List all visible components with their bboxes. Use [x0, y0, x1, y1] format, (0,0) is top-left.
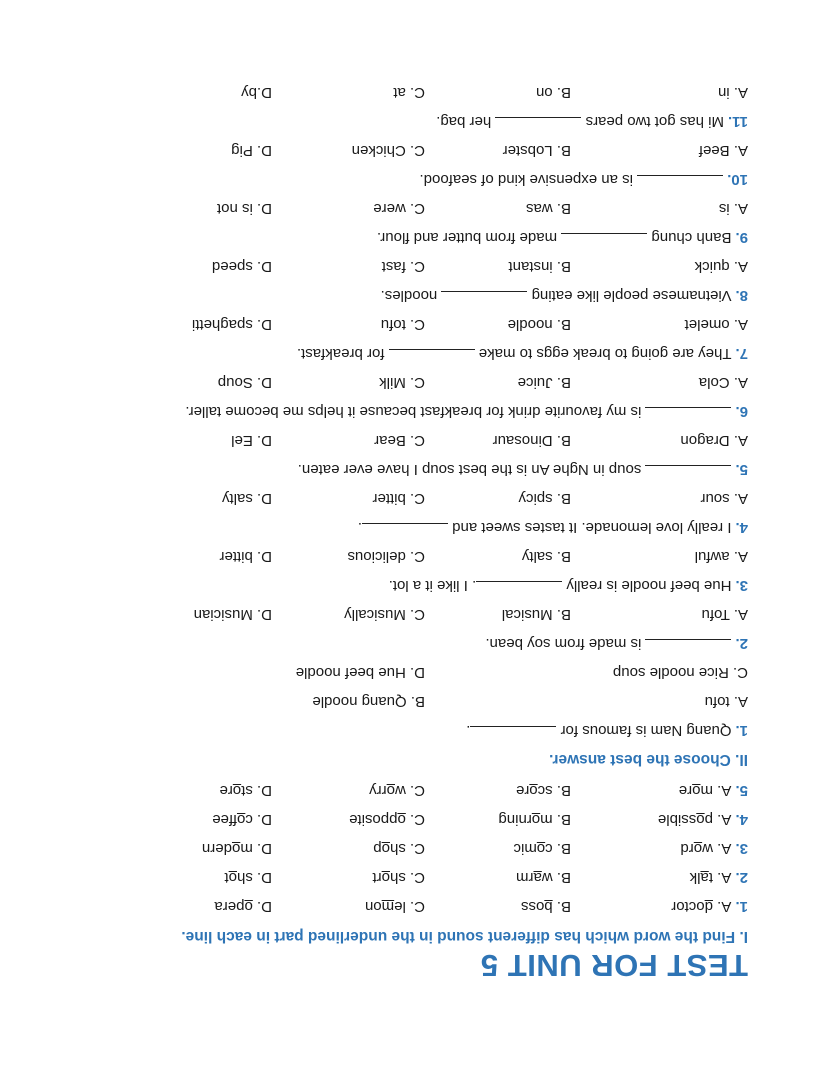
question-number: 7. — [735, 345, 748, 362]
option: D.by — [241, 84, 272, 101]
option-text: D. st — [241, 782, 272, 799]
option-text: D. — [252, 898, 272, 915]
section-2-heading: II. Choose the best answer. — [549, 751, 748, 768]
question-text: Banh chung — [647, 229, 732, 246]
options-row — [0, 545, 825, 565]
answer-blank — [561, 233, 647, 246]
underlined-part: o — [381, 840, 390, 857]
option: A. in — [717, 84, 748, 101]
question-stem — [298, 461, 748, 478]
pronunciation-row — [0, 895, 825, 915]
option-text: rning — [498, 811, 532, 828]
pronunciation-row — [0, 808, 825, 828]
underlined-part: o — [531, 811, 541, 828]
question-text: made from butter and flour. — [376, 229, 562, 246]
question-text: is an expensive kind of seafood. — [419, 171, 638, 188]
question-stem — [358, 519, 748, 536]
option — [369, 782, 425, 799]
option: D. is not — [216, 200, 272, 217]
option: B. was — [525, 200, 571, 217]
underlined-part: d — [704, 898, 713, 915]
option: D. Pig — [231, 142, 272, 159]
question-text: Mi has got two pears — [581, 113, 724, 130]
section-1-heading: I. Find the word which has different sound in the underlined part in each line. — [181, 928, 748, 945]
question-text: soup in Nghe An is the best soup I have ever eaten. — [297, 461, 646, 478]
options-row — [0, 139, 825, 159]
question-number: 5. — [731, 782, 748, 799]
option: D. spaghetti — [191, 316, 272, 333]
options-row — [0, 487, 825, 507]
option-text: on — [364, 898, 382, 915]
answer-blank — [389, 349, 475, 362]
option: C. Musically — [344, 606, 425, 623]
option-text: ffee — [212, 811, 237, 828]
question-stem — [485, 635, 748, 652]
question-number: 11. — [727, 113, 748, 130]
option-text: re — [219, 782, 233, 799]
question-number: 4. — [731, 811, 748, 828]
option-text: A. p — [704, 811, 732, 828]
underlined-part: o — [693, 840, 703, 857]
question-text: . — [466, 722, 471, 739]
option: B. Quang noodle — [312, 693, 425, 710]
option-text: lk — [689, 869, 701, 886]
option: D. salty — [221, 490, 272, 507]
option-text: rd — [680, 840, 694, 857]
option: D. speed — [211, 258, 272, 275]
option-text: C. le — [394, 898, 425, 915]
option: D. Eel — [231, 432, 272, 449]
option-text: D. sh — [236, 869, 272, 886]
option: C. delicious — [347, 548, 425, 565]
pronunciation-row — [0, 866, 825, 886]
option-text: o — [535, 898, 545, 915]
underlined-part: o — [696, 811, 705, 828]
option — [679, 782, 748, 799]
option-text: re — [515, 782, 530, 799]
option: D. Musician — [193, 606, 272, 623]
options-row — [0, 371, 825, 391]
question-text: for breakfast. — [296, 345, 389, 362]
question-text: her bag. — [436, 113, 496, 130]
option — [671, 898, 748, 915]
question-stem — [420, 171, 749, 188]
question-number: 1. — [731, 898, 748, 915]
question-text: Hue beef noodle is really — [562, 577, 732, 594]
underlined-part: b — [544, 898, 553, 915]
option: C. Rice noodle soup — [612, 664, 748, 681]
option-text: B. sc — [537, 782, 571, 799]
option-text: re — [678, 782, 693, 799]
option: C. Bear — [374, 432, 425, 449]
option-text: B. c — [545, 840, 571, 857]
option: A. awful — [694, 548, 748, 565]
option: B. salty — [521, 548, 571, 565]
question-text: They are going to break eggs to make — [474, 345, 732, 362]
question-number: 1. — [735, 722, 748, 739]
option: C. at — [393, 84, 425, 101]
option: A. Dragon — [680, 432, 748, 449]
option-text: B. — [552, 898, 571, 915]
answer-blank — [637, 175, 723, 188]
option-text: t — [224, 869, 229, 886]
option — [690, 869, 748, 886]
question-text: . I like it a lot. — [388, 577, 477, 594]
option: A. Cola — [698, 374, 748, 391]
underlined-part: o — [386, 782, 395, 799]
question-number: 6. — [735, 403, 748, 420]
option — [349, 811, 425, 828]
option — [372, 869, 425, 886]
option: A. tofu — [704, 693, 748, 710]
option-text: C. — [405, 811, 425, 828]
question-number: 4. — [735, 519, 748, 536]
page-title: TEST FOR UNIT 5 — [480, 948, 748, 983]
underlined-part: o — [244, 898, 253, 915]
options-row — [0, 690, 825, 710]
option: B. Lobster — [502, 142, 571, 159]
question-stem — [466, 722, 748, 739]
option-text: pposite — [349, 811, 398, 828]
option — [365, 898, 425, 915]
underlined-part: a — [533, 869, 542, 886]
option-text: A. w — [702, 840, 732, 857]
underlined-part: o — [228, 869, 237, 886]
answer-blank — [441, 291, 527, 304]
option: A. is — [718, 200, 748, 217]
option: A. omelet — [684, 316, 748, 333]
option-text: C. sh — [389, 869, 425, 886]
option — [658, 811, 748, 828]
option: B. Musical — [501, 606, 571, 623]
pronunciation-row — [0, 837, 825, 857]
question-number: 2. — [731, 869, 748, 886]
option — [521, 898, 571, 915]
option-text: C. w — [395, 782, 425, 799]
option: A. Beef — [698, 142, 748, 159]
option-text: ss — [520, 898, 536, 915]
option: A. sour — [700, 490, 748, 507]
option — [219, 782, 272, 799]
option: B. spicy — [518, 490, 571, 507]
option-text: A. t — [708, 869, 732, 886]
option: C. were — [373, 200, 425, 217]
question-stem — [389, 577, 748, 594]
question-text: I really love lemonade. It tastes sweet and — [448, 519, 732, 536]
options-row — [0, 603, 825, 623]
answer-blank — [645, 465, 731, 478]
option: B. instant — [508, 258, 571, 275]
question-number: 8. — [735, 287, 748, 304]
question-text: is my favourite drink for breakfast because it helps me become taller. — [185, 403, 646, 420]
option: A. Tofu — [701, 606, 748, 623]
option-text: B. w — [541, 869, 571, 886]
option — [202, 840, 272, 857]
options-row — [0, 429, 825, 449]
option-text: dern — [201, 840, 232, 857]
option-text: D. c — [245, 811, 272, 828]
options-row — [0, 313, 825, 333]
answer-blank — [645, 639, 731, 652]
option: B. Juice — [517, 374, 571, 391]
underlined-part: o — [397, 811, 406, 828]
option — [212, 811, 272, 828]
option: C. bitter — [372, 490, 425, 507]
option: A. quick — [694, 258, 748, 275]
option: C. Milk — [379, 374, 425, 391]
options-row — [0, 661, 825, 681]
question-number: 2. — [735, 635, 748, 652]
option — [516, 782, 571, 799]
question-stem — [377, 229, 748, 246]
answer-blank — [645, 407, 731, 420]
options-row — [0, 81, 825, 101]
option-text: rry — [369, 782, 387, 799]
option: B. Dinosaur — [492, 432, 571, 449]
option — [373, 840, 425, 857]
option-text: B. m — [540, 811, 571, 828]
question-number: 5. — [735, 461, 748, 478]
question-number: 10. — [727, 171, 748, 188]
option-text: octor — [671, 898, 705, 915]
answer-blank — [476, 581, 562, 594]
underlined-part: o — [231, 840, 241, 857]
option-text: rm — [515, 869, 534, 886]
underlined-part: o — [536, 840, 546, 857]
underlined-part: o — [529, 782, 538, 799]
question-stem — [185, 403, 748, 420]
underlined-part: o — [381, 869, 390, 886]
underlined-part: o — [232, 782, 242, 799]
option — [513, 840, 571, 857]
option-text: C. sh — [389, 840, 425, 857]
option — [680, 840, 748, 857]
option: C. fast — [381, 258, 425, 275]
underlined-part: o — [236, 811, 246, 828]
question-text: . — [357, 519, 362, 536]
question-stem — [297, 345, 748, 362]
question-text: Quang Nam is famous for — [556, 722, 732, 739]
question-number: 3. — [735, 577, 748, 594]
underlined-part: a — [700, 869, 709, 886]
option: C. Chicken — [351, 142, 425, 159]
option: B. noodle — [507, 316, 571, 333]
question-text: is made from soy bean. — [485, 635, 646, 652]
option-text: pera — [214, 898, 245, 915]
option: B. on — [535, 84, 571, 101]
question-number: 9. — [735, 229, 748, 246]
option-text: A. m — [700, 782, 732, 799]
question-stem — [436, 113, 748, 130]
pronunciation-row — [0, 779, 825, 799]
question-stem — [381, 287, 748, 304]
option — [498, 811, 571, 828]
option: D. Hue beef noodle — [295, 664, 425, 681]
answer-blank — [470, 726, 556, 739]
question-text: noodles. — [380, 287, 442, 304]
options-row — [0, 197, 825, 217]
underlined-part: m — [381, 898, 395, 915]
option-text: p — [373, 840, 382, 857]
question-text: Vietnamese people like eating — [527, 287, 732, 304]
option: D. Soup — [217, 374, 272, 391]
option-text: D. m — [240, 840, 272, 857]
option-text: ssible — [657, 811, 697, 828]
underlined-part: o — [692, 782, 701, 799]
answer-blank — [495, 117, 581, 130]
option-text: mic — [513, 840, 537, 857]
answer-blank — [362, 523, 448, 536]
option: C. tofu — [380, 316, 425, 333]
options-row — [0, 255, 825, 275]
option: D. bitter — [219, 548, 272, 565]
option-text: rt — [372, 869, 382, 886]
option — [224, 869, 272, 886]
question-number: 3. — [731, 840, 748, 857]
option-text: A. — [712, 898, 732, 915]
option — [516, 869, 571, 886]
option — [214, 898, 272, 915]
